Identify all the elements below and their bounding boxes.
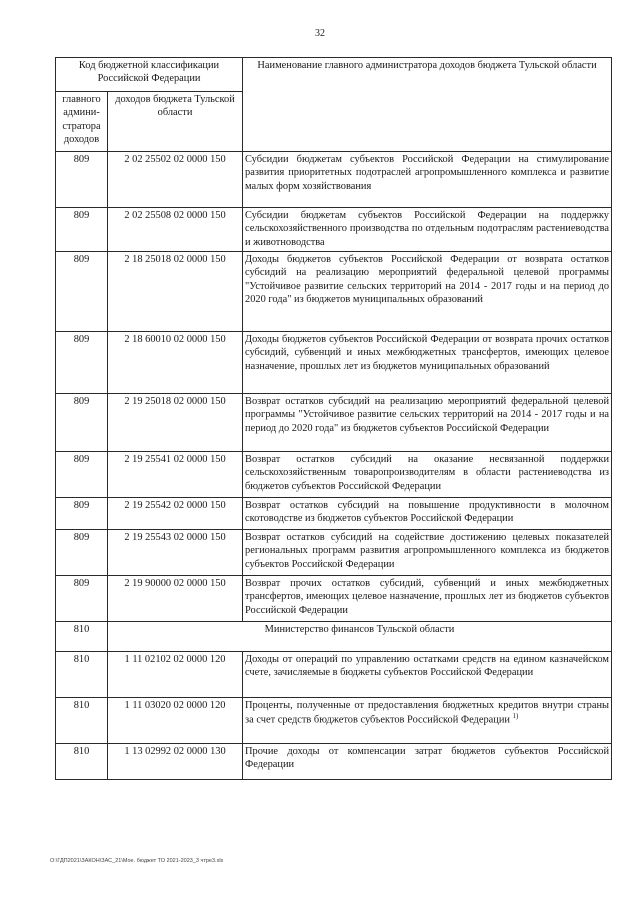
table-row xyxy=(56,152,612,208)
table-row xyxy=(56,652,612,698)
kbk-header: Код бюджетной классификации Российской Федерации xyxy=(56,58,243,92)
income-name-text: Субсидии бюджетам субъектов Российской Федерации на поддержку сельскохозяйственного производства по отдельным подотраслям растениеводства и животноводства xyxy=(245,210,610,248)
income-code-cell: 2 19 25018 02 0000 150 xyxy=(108,394,243,452)
income-name-text: Доходы бюджетов субъектов Российской Федерации от возврата прочих остатков субсидий, субвенций и иных межбюджетных трансфертов, имеющих целевое назначение, прошлых лет из бюджетов муниципальных образований xyxy=(245,334,610,372)
table-row xyxy=(56,698,612,744)
income-name-text: Возврат прочих остатков субсидий, субвенций и иных межбюджетных трансфертов, имеющих целевое назначение, прошлых лет из бюджетов субъектов Российской Федерации xyxy=(245,578,610,616)
income-name-text: Возврат остатков субсидий на повышение продуктивности в молочном скотоводстве из бюджетов субъектов Российской Федерации xyxy=(245,500,610,525)
admin-code-cell: 810 xyxy=(56,622,108,652)
admin-code-cell: 810 xyxy=(56,652,108,698)
admin-code-cell: 809 xyxy=(56,394,108,452)
admin-code-cell: 809 xyxy=(56,498,108,530)
income-subheader: доходов бюджета Тульской области xyxy=(108,92,243,152)
section-title-cell: Министерство финансов Тульской области xyxy=(108,622,612,652)
income-name-cell xyxy=(243,152,612,208)
income-name-cell xyxy=(243,332,612,394)
income-name-cell xyxy=(243,394,612,452)
income-name-text: Прочие доходы от компенсации затрат бюджетов субъектов Российской Федерации xyxy=(245,746,610,771)
table-row xyxy=(56,452,612,498)
table-row xyxy=(56,394,612,452)
footer-file-path: O:\ГДП2021\ЗАКОН\ЗАС_21\Мое. бюджет ТО 2021-2023_3 чтре3.xls xyxy=(50,858,224,864)
name-header: Наименование главного администратора доходов бюджета Тульской области xyxy=(243,58,612,152)
income-name-cell xyxy=(243,530,612,576)
income-code-cell: 2 19 90000 02 0000 150 xyxy=(108,576,243,622)
income-name-text: Доходы бюджетов субъектов Российской Федерации от возврата остатков субсидий на реализацию мероприятий федеральной целевой программы "Устойчивое развитие сельских территорий на 2014 - 2017 годы и на период до 2020 года" из бюджетов муниципальных образований xyxy=(245,254,610,305)
table-row xyxy=(56,498,612,530)
income-name-cell xyxy=(243,744,612,780)
table-body xyxy=(56,152,612,780)
income-code-cell: 2 19 25543 02 0000 150 xyxy=(108,530,243,576)
table-row xyxy=(56,530,612,576)
income-name-text: Возврат остатков субсидий на реализацию мероприятий федеральной целевой программы "Устойчивое развитие сельских территорий на 2014 - 2017 годы и на период до 2020 года" из бюджетов субъектов Российской Федерации xyxy=(245,396,610,434)
income-code-cell: 2 18 25018 02 0000 150 xyxy=(108,252,243,332)
income-name-text: Возврат остатков субсидий на оказание несвязанной поддержки сельскохозяйственным товаропроизводителям в области растениеводства из бюджетов субъектов Российской Федерации xyxy=(245,454,610,492)
page-number: 32 xyxy=(315,28,325,39)
table-row xyxy=(56,576,612,622)
table-row xyxy=(56,332,612,394)
income-code-cell: 2 02 25508 02 0000 150 xyxy=(108,208,243,252)
income-code-cell: 1 11 03020 02 0000 120 xyxy=(108,698,243,744)
income-name-cell xyxy=(243,252,612,332)
table-row xyxy=(56,744,612,780)
income-code-cell: 2 02 25502 02 0000 150 xyxy=(108,152,243,208)
income-name-cell xyxy=(243,452,612,498)
income-code-cell: 2 19 25542 02 0000 150 xyxy=(108,498,243,530)
table-row xyxy=(56,252,612,332)
income-name-text: Субсидии бюджетам субъектов Российской Федерации на стимулирование развития приоритетных подотраслей агропромышленного комплекса и развитие малых форм хозяйствования xyxy=(245,154,610,192)
income-name-cell xyxy=(243,208,612,252)
admin-code-cell: 809 xyxy=(56,452,108,498)
income-name-text: Возврат остатков субсидий на содействие достижению целевых показателей региональных программ развития агропромышленного комплекса из бюджетов субъектов Российской Федерации xyxy=(245,532,610,570)
income-name-cell xyxy=(243,498,612,530)
footnote-marker: 1) xyxy=(512,712,519,721)
income-name-text: Доходы от операций по управлению остатками средств на едином казначейском счете, зачисляемые в бюджеты субъектов Российской Федерации xyxy=(245,654,610,679)
income-name-cell xyxy=(243,652,612,698)
admin-code-cell: 809 xyxy=(56,576,108,622)
admin-code-cell: 810 xyxy=(56,744,108,780)
admin-code-cell: 810 xyxy=(56,698,108,744)
income-code-cell: 2 19 25541 02 0000 150 xyxy=(108,452,243,498)
table-row xyxy=(56,208,612,252)
header-row-top xyxy=(56,58,612,92)
admin-code-cell: 809 xyxy=(56,152,108,208)
admin-code-cell: 809 xyxy=(56,530,108,576)
table-row xyxy=(56,622,612,652)
income-code-cell: 1 11 02102 02 0000 120 xyxy=(108,652,243,698)
income-name-cell xyxy=(243,698,612,744)
admin-code-cell: 809 xyxy=(56,208,108,252)
budget-classification-table xyxy=(55,57,612,780)
income-code-cell: 1 13 02992 02 0000 130 xyxy=(108,744,243,780)
income-name-cell xyxy=(243,576,612,622)
admin-code-cell: 809 xyxy=(56,332,108,394)
income-code-cell: 2 18 60010 02 0000 150 xyxy=(108,332,243,394)
admin-code-cell: 809 xyxy=(56,252,108,332)
admin-subheader: главного админи-стратора доходов xyxy=(56,92,108,152)
income-name-text: Проценты, полученные от предоставления бюджетных кредитов внутри страны за счет средств бюджетов субъектов Российской Федерации xyxy=(245,700,610,726)
